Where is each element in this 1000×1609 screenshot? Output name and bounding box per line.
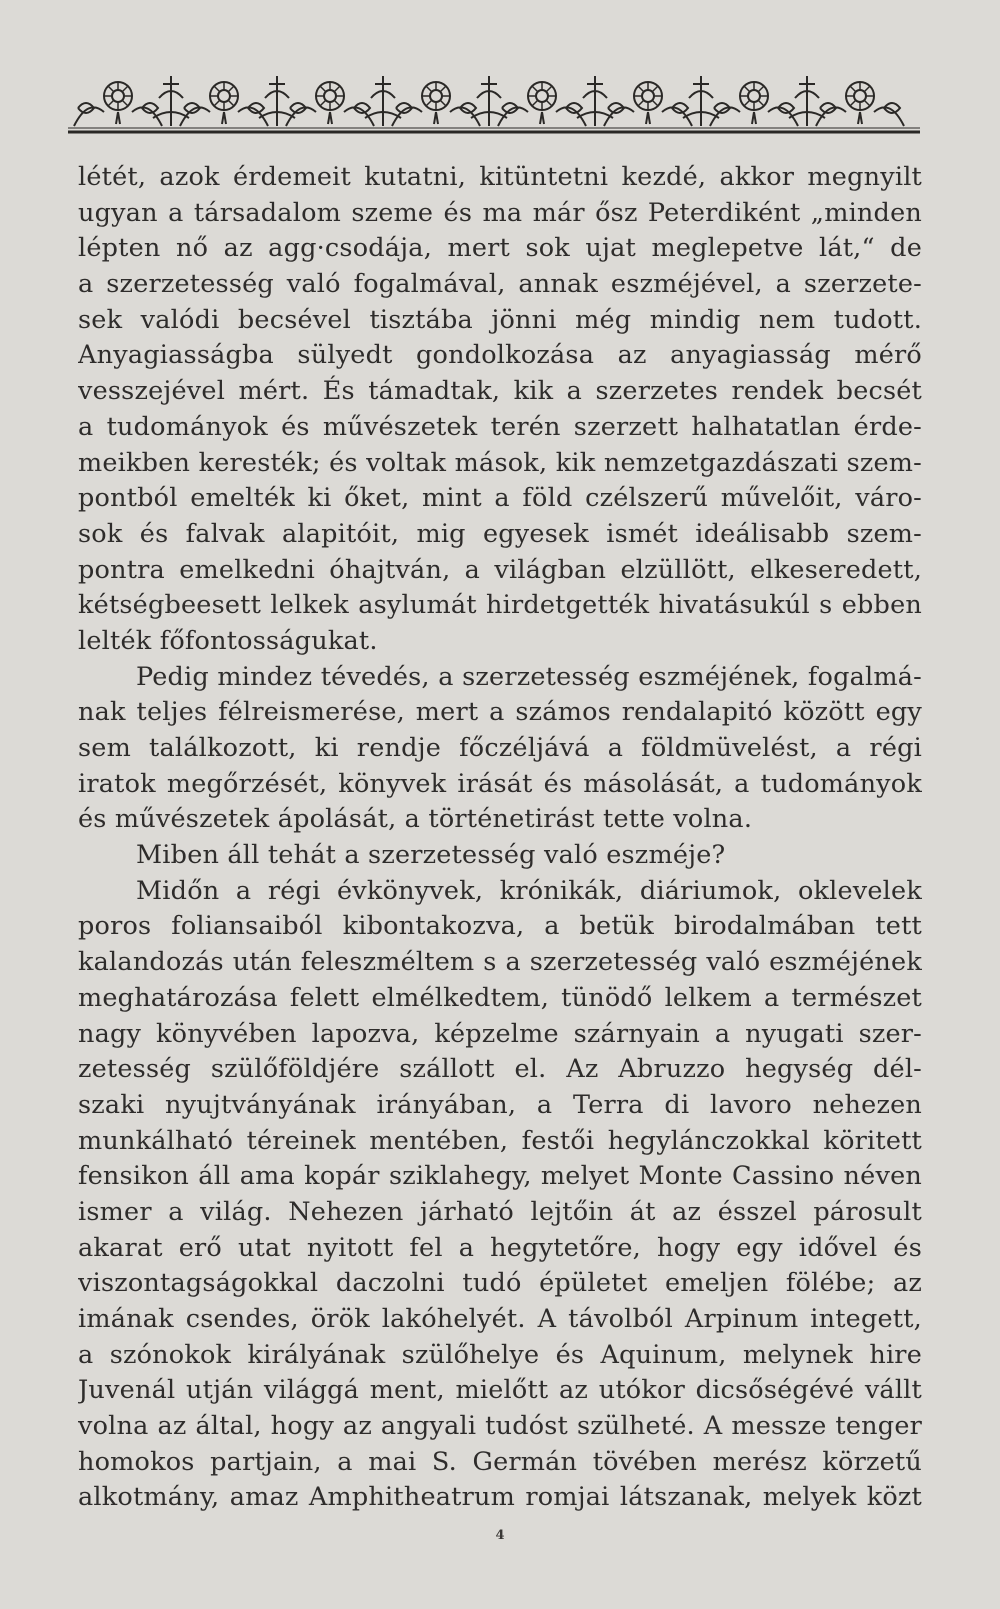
text-line: szaki nyujtványának irányában, a Terra di lavoro nehezen [78, 1089, 922, 1120]
floral-border-ornament-icon [68, 68, 920, 134]
text-line: volna az által, hogy az angyali tudóst szülheté. A messze tenger [78, 1411, 922, 1442]
text-line: zetesség szülőföldjére szállott el. Az Abruzzo hegység dél- [78, 1054, 922, 1085]
text-line: alkotmány, amaz Amphitheatrum romjai látszanak, melyek közt [78, 1482, 922, 1513]
text-line: imának csendes, örök lakóhelyét. A távolból Arpinum integett, [78, 1304, 922, 1334]
text-line: a szónokok királyának szülőhelye és Aquinum, melynek hire [78, 1339, 922, 1370]
text-line: sek valódi becsével tisztába jönni még mindig nem tudott. [78, 304, 922, 335]
text-line: Miben áll tehát a szerzetesség való eszméje? [136, 840, 726, 871]
text-line: a tudományok és művészetek terén szerzett halhatatlan érde- [78, 411, 922, 442]
text-line: viszontagságokkal daczolni tudó épületet emeljen fölébe; az [78, 1268, 922, 1299]
text-line: ugyan a társadalom szeme és ma már ősz Peterdiként „minden [78, 197, 922, 228]
text-line: létét, azok érdemeit kutatni, kitüntetni kezdé, akkor megnyilt [78, 162, 922, 192]
text-line: sem találkozott, ki rendje főczéljává a földmüvelést, a régi [78, 733, 922, 763]
text-line: lépten nő az agg·csodája, mert sok ujat meglepetve lát,“ de [78, 233, 922, 264]
text-line: sok és falvak alapitóit, mig egyesek ismét ideálisabb szem- [78, 518, 922, 549]
text-line: kalandozás után feleszméltem s a szerzetesség való eszméjének [78, 947, 922, 978]
text-line: nak teljes félreismerése, mert a számos rendalapitó között egy [78, 697, 922, 728]
text-line: munkálható téreinek mentében, festői hegylánczokkal köritett [78, 1125, 922, 1156]
text-line: pontból emelték ki őket, mint a föld czélszerű művelőit, váro- [78, 483, 922, 514]
text-line: meghatározása felett elmélkedtem, tünödő lelkem a természet [78, 982, 922, 1013]
text-line: fensikon áll ama kopár sziklahegy, melyet Monte Cassino néven [78, 1161, 922, 1192]
body-text [78, 160, 922, 1516]
text-line: Pedig mindez tévedés, a szerzetesség eszméjének, fogalmá- [136, 661, 922, 692]
text-line: Juvenál utján világgá ment, mielőtt az utókor dicsőségévé vállt [78, 1375, 922, 1406]
text-line: vesszejével mért. És támadtak, kik a szerzetes rendek becsét [78, 376, 922, 407]
text-line: ismer a világ. Nehezen járható lejtőin át az ésszel párosult [78, 1196, 922, 1227]
text-line: meikben keresték; és voltak mások, kik nemzetgazdászati szem- [78, 447, 922, 478]
text-line: pontra emelkedni óhajtván, a világban elzüllött, elkeseredett, [78, 554, 922, 585]
text-line: nagy könyvében lapozva, képzelme szárnyain a nyugati szer- [78, 1018, 922, 1049]
text-line: kétségbeesett lelkek asylumát hirdetgették hivatásukúl s ebben [78, 590, 922, 621]
text-line: iratok megőrzését, könyvek irását és másolását, a tudományok [78, 768, 922, 799]
text-line: akarat erő utat nyitott fel a hegytetőre, hogy egy idővel és [78, 1232, 922, 1263]
text-line: lelték főfontosságukat. [78, 625, 378, 656]
text-line: Anyagiasságba sülyedt gondolkozása az anyagiasság mérő [78, 340, 922, 371]
text-line: a szerzetesség való fogalmával, annak eszméjével, a szerzete- [78, 269, 922, 300]
page-number: 4 [495, 1528, 505, 1543]
text-line: homokos partjain, a mai S. Germán tövében merész körzetű [78, 1446, 922, 1477]
text-line: és művészetek ápolását, a történetirást tette volna. [78, 804, 753, 835]
text-line: poros foliansaiból kibontakozva, a betük birodalmában tett [78, 911, 922, 942]
text-line: Midőn a régi évkönyvek, krónikák, diáriumok, oklevelek [136, 875, 922, 906]
